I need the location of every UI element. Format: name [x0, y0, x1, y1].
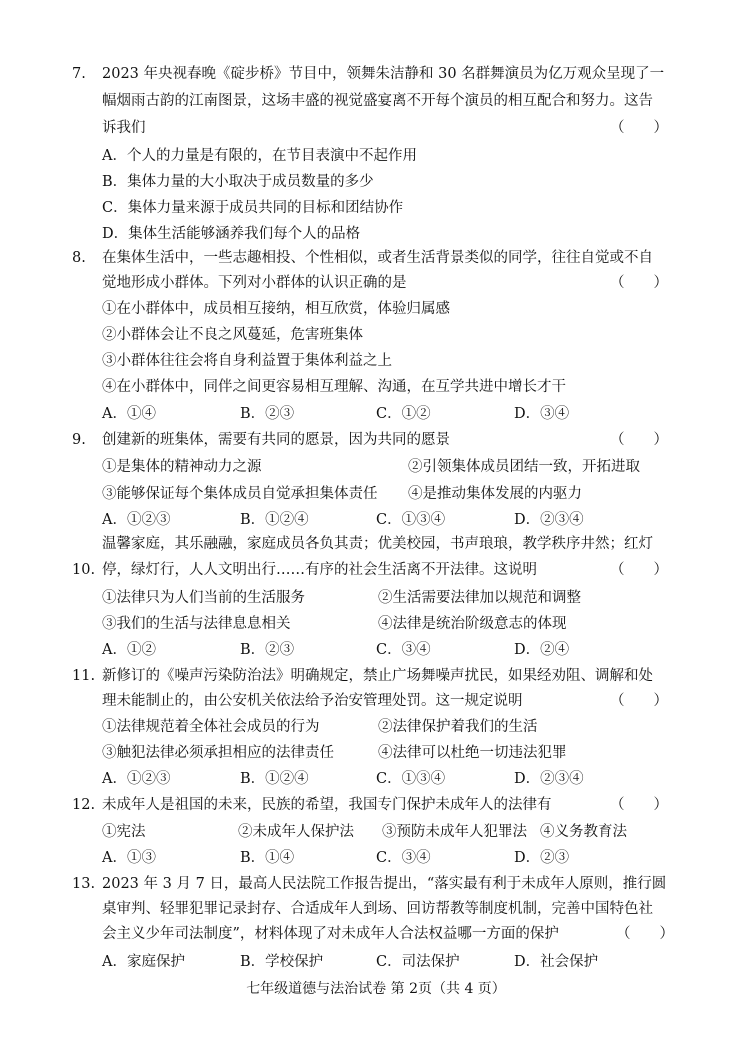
choice-b: B．①②④	[240, 512, 309, 528]
statement: ③预防未成年人犯罪法	[382, 824, 527, 840]
choice-d: D．②④	[514, 642, 570, 658]
answer-blank: （ ）	[610, 693, 668, 709]
choice-a: A．①②③	[102, 771, 171, 787]
question-text-line: 2023 年 3 月 7 日，最高人民法院工作报告提出，“落实最有利于未成年人原则，推行圆	[102, 876, 667, 892]
choice-d: D．②③④	[514, 771, 584, 787]
question-number: 7.	[72, 66, 86, 82]
question-text-line: 新修订的《噪声污染防治法》明确规定，禁止广场舞噪声扰民，如果经劝阻、调解和处	[102, 668, 653, 684]
statement: ③小群体往往会将自身利益置于集体利益之上	[102, 353, 392, 369]
question-text-line: 幅烟雨古韵的江南图景，这场丰盛的视觉盛宴离不开每个演员的相互配合和努力。这告	[102, 93, 653, 109]
choice-a: A．①②	[102, 642, 156, 658]
question-text-line: 觉地形成小群体。下列对小群体的认识正确的是	[102, 275, 407, 291]
statement: ①在小群体中，成员相互接纳，相互欣赏，体验归属感	[102, 301, 450, 317]
question-text-line: 诉我们	[102, 120, 146, 136]
question-text-line: 温馨家庭，其乐融融，家庭成员各负其责；优美校园，书声琅琅，教学秩序井然；红灯	[102, 536, 653, 552]
statement: ①法律只为人们当前的生活服务	[102, 590, 305, 606]
statement: ②未成年人保护法	[238, 824, 354, 840]
statement: ④是推动集体发展的内驱力	[408, 486, 582, 502]
statement: ③能够保证每个集体成员自觉承担集体责任	[102, 486, 378, 502]
answer-blank: （ ）	[610, 432, 668, 448]
statement: ①法律规范着全体社会成员的行为	[102, 719, 320, 735]
choice-d: D．③④	[514, 406, 570, 422]
statement: ④在小群体中，同伴之间更容易相互理解、沟通，在互学共进中增长才干	[102, 379, 566, 395]
question-text-line: 2023 年央视春晚《碇步桥》节目中，领舞朱洁静和 30 名群舞演员为亿万观众呈现了一	[102, 66, 665, 82]
page-footer: 七年级道德与法治试卷 第 2页（共 4 页）	[246, 981, 506, 997]
answer-blank: （ ）	[610, 120, 668, 136]
choice-a: A．①③	[102, 850, 156, 866]
choice-a: A．①②③	[102, 512, 171, 528]
statement: ③触犯法律必须承担相应的法律责任	[102, 745, 334, 761]
option-b: B．集体力量的大小取决于成员数量的多少	[102, 174, 374, 190]
choice-b: B．学校保护	[240, 954, 324, 970]
option-a: A．个人的力量是有限的，在节目表演中不起作用	[102, 148, 417, 164]
choice-c: C．司法保护	[376, 954, 460, 970]
question-number: 8.	[72, 250, 86, 266]
statement: ①是集体的精神动力之源	[102, 459, 262, 475]
choice-b: B．②③	[240, 642, 295, 658]
choice-c: C．③④	[376, 850, 431, 866]
statement: ②引领集体成员团结一致，开拓进取	[408, 459, 640, 475]
statement: ②法律保护着我们的生活	[378, 719, 538, 735]
choice-b: B．①④	[240, 850, 295, 866]
question-number: 11.	[72, 668, 96, 684]
question-number: 13.	[72, 876, 96, 892]
question-text-line: 未成年人是祖国的未来，民族的希望，我国专门保护未成年人的法律有	[102, 797, 552, 813]
question-text-line: 理未能制止的，由公安机关依法给予治安管理处罚。这一规定说明	[102, 693, 523, 709]
choice-a: A．①④	[102, 406, 156, 422]
choice-d: D．社会保护	[514, 954, 599, 970]
choice-c: C．①③④	[376, 771, 446, 787]
choice-d: D．②③④	[514, 512, 584, 528]
statement: ④法律可以杜绝一切违法犯罪	[378, 745, 567, 761]
choice-a: A．家庭保护	[102, 954, 185, 970]
question-text-line: 停，绿灯行，人人文明出行……有序的社会生活离不开法律。这说明	[102, 562, 537, 578]
choice-c: C．①②	[376, 406, 431, 422]
question-number: 10.	[72, 562, 96, 578]
answer-blank: （ ）	[616, 926, 674, 942]
answer-blank: （ ）	[610, 797, 668, 813]
answer-blank: （ ）	[610, 562, 668, 578]
choice-d: D．②③	[514, 850, 570, 866]
question-number: 12.	[72, 797, 96, 813]
choice-c: C．③④	[376, 642, 431, 658]
question-number: 9.	[72, 432, 86, 448]
statement: ③我们的生活与法律息息相关	[102, 616, 291, 632]
statement: ④法律是统治阶级意志的体现	[378, 616, 567, 632]
option-d: D．集体生活能够涵养我们每个人的品格	[102, 226, 361, 242]
question-text-line: 创建新的班集体，需要有共同的愿景，因为共同的愿景	[102, 432, 450, 448]
choice-c: C．①③④	[376, 512, 446, 528]
choice-b: B．②③	[240, 406, 295, 422]
statement: ②小群体会让不良之风蔓延，危害班集体	[102, 327, 363, 343]
statement: ④义务教育法	[540, 824, 627, 840]
question-text-line: 会主义少年司法制度”，材料体现了对未成年人合法权益哪一方面的保护	[102, 926, 559, 942]
statement: ②生活需要法律加以规范和调整	[378, 590, 581, 606]
answer-blank: （ ）	[610, 275, 668, 291]
statement: ①宪法	[102, 824, 146, 840]
question-text-line: 在集体生活中，一些志趣相投、个性相似，或者生活背景类似的同学，往往自觉或不自	[102, 250, 653, 266]
option-c: C．集体力量来源于成员共同的目标和团结协作	[102, 200, 404, 216]
choice-b: B．①②④	[240, 771, 309, 787]
question-text-line: 桌审判、轻罪犯罪记录封存、合适成年人到场、回访帮教等制度机制，完善中国特色社	[102, 901, 653, 917]
